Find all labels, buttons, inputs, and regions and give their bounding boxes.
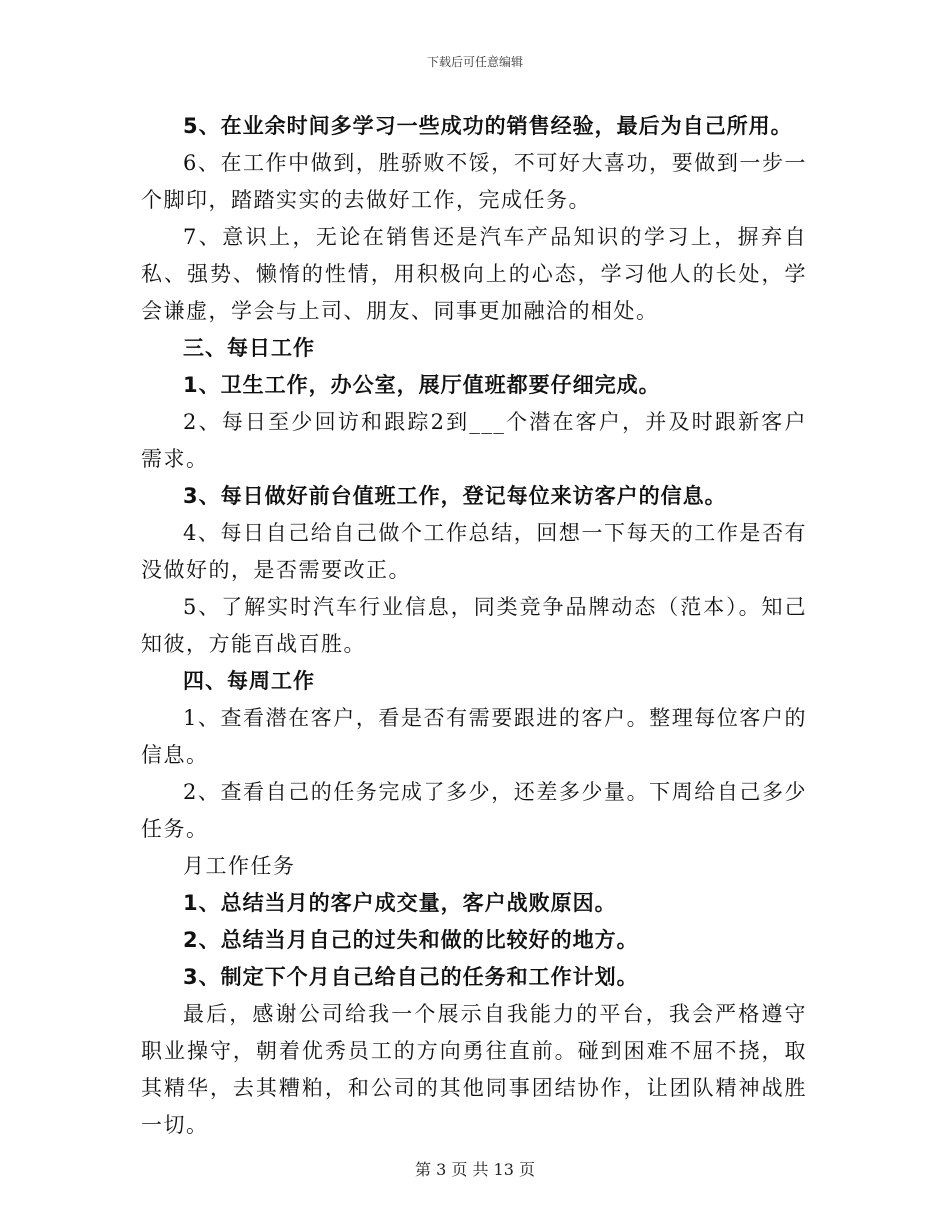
paragraph: 3、制定下个月自己给自己的任务和工作计划。	[183, 965, 639, 989]
document-body	[141, 108, 807, 1144]
paragraph: 3、每日做好前台值班工作，登记每位来访客户的信息。	[183, 484, 727, 508]
paragraph: 1、总结当月的客户成交量，客户战败原因。	[183, 891, 617, 915]
section-heading: 四、每周工作	[183, 669, 315, 693]
section-heading: 三、每日工作	[183, 336, 315, 360]
paragraph: 2、总结当月自己的过失和做的比较好的地方。	[183, 928, 639, 952]
paragraph: 7、意识上，无论在销售还是汽车产品知识的学习上，摒弃自私、强势、懒惰的性情，用积极向上的心态，学习他人的长处，学会谦虚，学会与上司、朋友、同事更加融洽的相处。	[141, 225, 807, 323]
subsection-heading: 月工作任务	[183, 854, 296, 878]
page-header: 下载后可任意编辑	[426, 55, 523, 69]
paragraph: 2、每日至少回访和跟踪2到___个潜在客户，并及时跟新客户需求。	[141, 410, 807, 471]
paragraph: 2、查看自己的任务完成了多少，还差多少量。下周给自己多少任务。	[141, 780, 807, 841]
paragraph: 5、了解实时汽车行业信息，同类竞争品牌动态（范本）。知己知彼，方能百战百胜。	[141, 595, 807, 656]
paragraph: 1、查看潜在客户，看是否有需要跟进的客户。整理每位客户的信息。	[141, 706, 807, 767]
paragraph: 5、在业余时间多学习一些成功的销售经验，最后为自己所用。	[183, 114, 793, 138]
paragraph: 6、在工作中做到，胜骄败不馁，不可好大喜功，要做到一步一个脚印，踏踏实实的去做好工作，完成任务。	[141, 151, 807, 212]
paragraph: 1、卫生工作，办公室，展厅值班都要仔细完成。	[183, 373, 661, 397]
paragraph: 4、每日自己给自己做个工作总结，回想一下每天的工作是否有没做好的，是否需要改正。	[141, 521, 807, 582]
paragraph: 最后，感谢公司给我一个展示自我能力的平台，我会严格遵守职业操守，朝着优秀员工的方向勇往直前。碰到困难不屈不挠，取其精华，去其糟粕，和公司的其他同事团结协作，让团队精神战胜一切。	[141, 1002, 807, 1137]
page-footer: 第 3 页 共 13 页	[415, 1160, 535, 1179]
